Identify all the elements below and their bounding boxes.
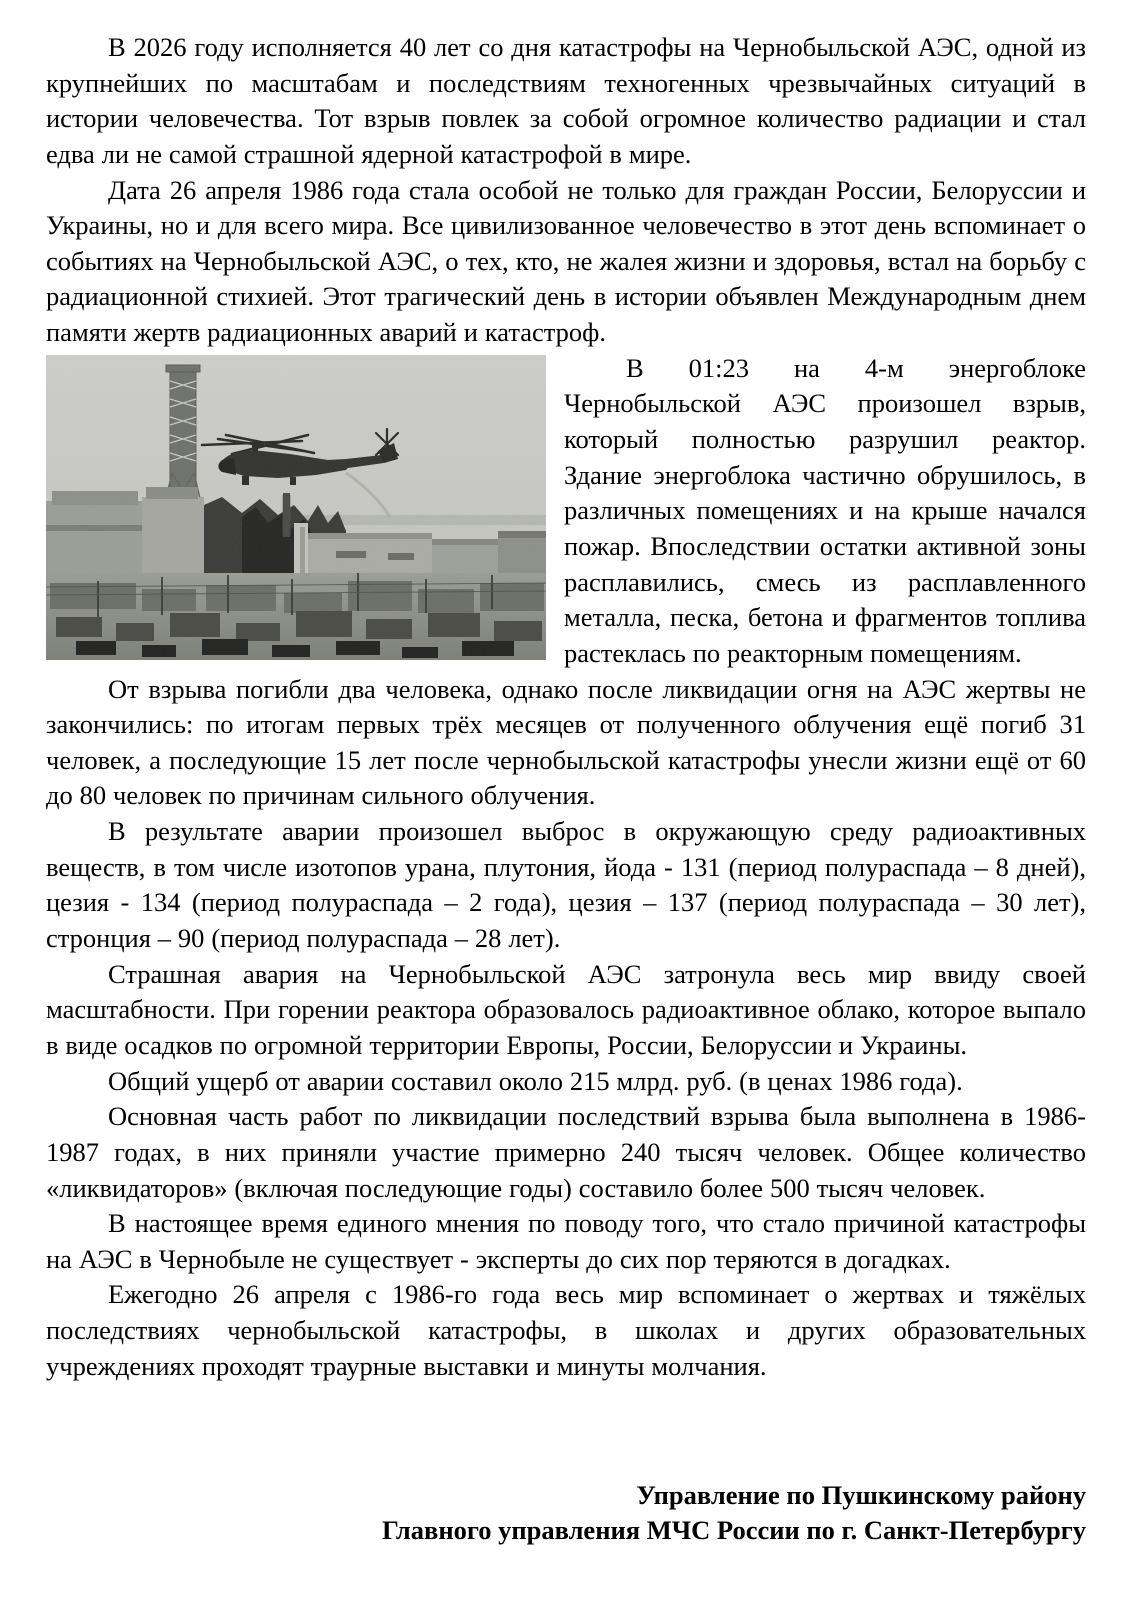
paragraph-8: Основная часть работ по ликвидации последствий взрыва была выполнена в 1986-1987 годах, в них приняли участие примерно 240 тысяч человек. Общее количество «ликвидаторов» (включая последующие годы) составило более 500 тысяч человек.: [46, 1101, 1086, 1203]
paragraph-10: Ежегодно 26 апреля с 1986-го года весь мир вспоминает о жертвах и тяжёлых последствиях чернобыльской катастрофы, в школах и других образовательных учреждениях проходят траурные выставки и минуты молчания.: [46, 1279, 1086, 1381]
paragraph-2: Дата 26 апреля 1986 года стала особой не только для граждан России, Белоруссии и Украины, но и для всего мира. Все цивилизованное человечество в этот день вспоминает о событиях на Чернобыльской АЭС, о тех, кто, не жалея жизни и здоровья, встал на борьбу с радиационной стихией. Этот трагический день в истории объявлен Международным днем памяти жертв радиационных аварий и катастроф.: [46, 174, 1086, 348]
paragraph-5: В результате аварии произошел выброс в окружающую среду радиоактивных веществ, в том числе изотопов урана, плутония, йода - 131 (период полураспада – 8 дней), цезия - 134 (период полураспада – 2 года), цезия – 137 (период полураспада – 30 лет), стронция – 90 (период полураспада – 28 лет).: [46, 816, 1086, 954]
paragraph-6: Страшная авария на Чернобыльской АЭС затронула весь мир ввиду своей масштабности. При горении реактора образовалось радиоактивное облако, которое выпало в виде осадков по огромной территории Европы, России, Белоруссии и Украины.: [46, 958, 1086, 1060]
footer-line-2: Главного управления МЧС России по г. Санкт-Петербургу: [382, 1515, 1086, 1546]
paragraph-3: В 01:23 на 4-м энергоблоке Чернобыльской АЭС произошел взрыв, который полностью разрушил реактор. Здание энергоблока частично обрушилось, в различных помещениях и на крыше начался пожар. Впоследствии остатки активной зоны расплавились, смесь из расплавленного металла, песка, бетона и фрагментов топлива растеклась по реакторным помещениям.: [564, 352, 1086, 668]
document-footer: [46, 1478, 1086, 1548]
paragraph-7: Общий ущерб от аварии составил около 215 млрд. руб. (в ценах 1986 года).: [108, 1065, 963, 1096]
paragraph-4: От взрыва погибли два человека, однако после ликвидации огня на АЭС жертвы не закончились: по итогам первых трёх месяцев от полученного облучения ещё погиб 31 человек, а последующие 15 лет после чернобыльской катастрофы унесли жизни ещё от 60 до 80 человек по причинам сильного облучения.: [46, 673, 1086, 811]
paragraph-9: В настоящее время единого мнения по поводу того, что стало причиной катастрофы на АЭС в Чернобыле не существует - эксперты до сих пор теряются в догадках.: [46, 1208, 1086, 1274]
photo-graphic: [46, 355, 546, 660]
paragraph-1: В 2026 году исполняется 40 лет со дня катастрофы на Чернобыльской АЭС, одной из крупнейших по масштабам и последствиям техногенных чрезвычайных ситуаций в истории человечества. Тот взрыв повлек за собой огромное количество радиации и стал едва ли не самой страшной ядерной катастрофой в мире.: [46, 32, 1086, 169]
chernobyl-plant-helicopter-photo: [46, 355, 546, 660]
footer-line-1: Управление по Пушкинскому району: [636, 1480, 1086, 1510]
document-body: [46, 30, 1086, 1384]
